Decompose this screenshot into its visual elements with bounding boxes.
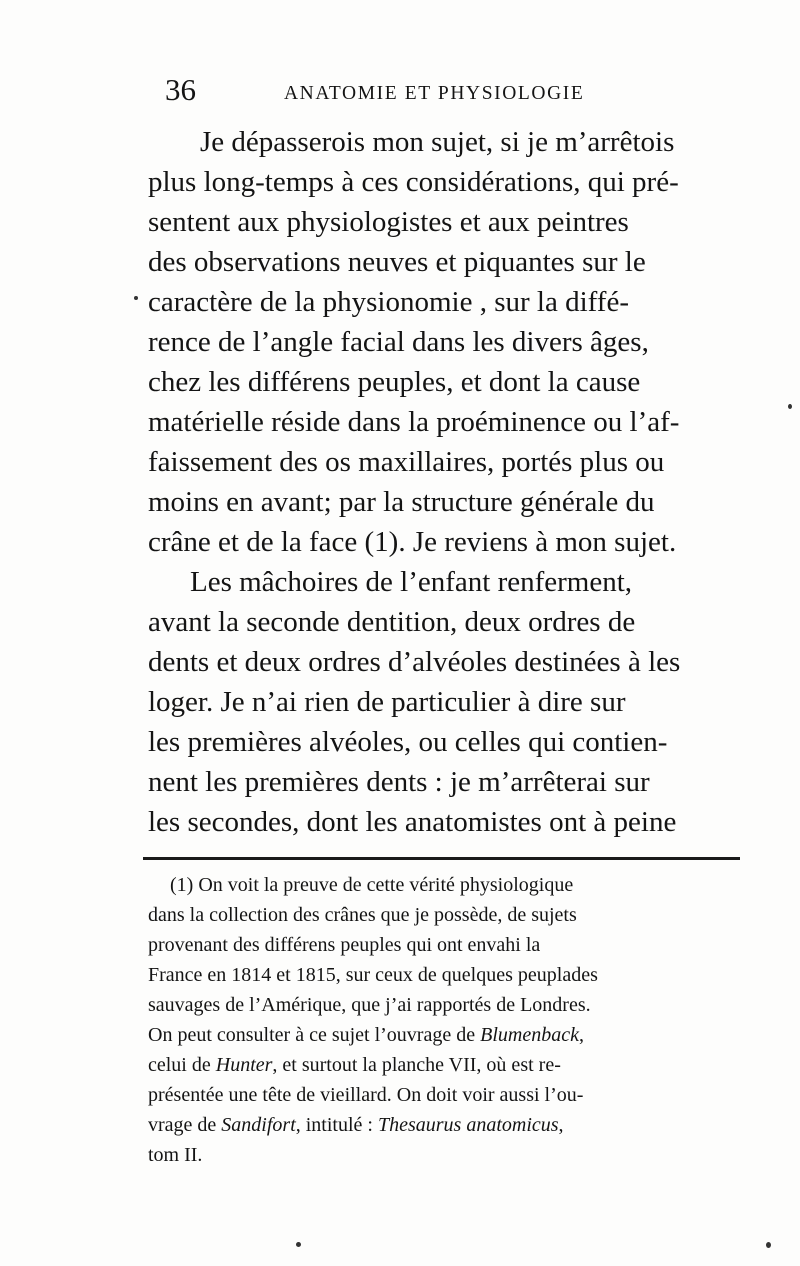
ink-speck bbox=[296, 1242, 301, 1247]
body-line: les secondes, dont les anatomistes ont à peine bbox=[148, 806, 677, 838]
body-line: crâne et de la face (1). Je reviens à mon sujet. bbox=[148, 526, 677, 558]
body-line: avant la seconde dentition, deux ordres de bbox=[148, 606, 636, 638]
body-line: les premières alvéoles, ou celles qui contien- bbox=[148, 726, 668, 758]
cited-author: Sandifort bbox=[221, 1114, 296, 1136]
footnote-text: , intitulé : bbox=[295, 1114, 378, 1136]
footnote-line: France en 1814 et 1815, sur ceux de quelques peuplades bbox=[148, 964, 598, 986]
footnote-line: sauvages de l’Amérique, que j’ai rapportés de Londres. bbox=[148, 994, 591, 1016]
body-line: Je dépasserois mon sujet, si je m’arrêtois bbox=[200, 126, 675, 158]
body-line: Les mâchoires de l’enfant renferment, bbox=[190, 566, 633, 598]
body-line: matérielle réside dans la proéminence ou l’af- bbox=[148, 406, 680, 438]
running-head: ANATOMIE ET PHYSIOLOGIE bbox=[284, 83, 585, 104]
footnote-text: celui de bbox=[148, 1054, 216, 1076]
body-line: sentent aux physiologistes et aux peintres bbox=[148, 206, 629, 238]
page-header bbox=[150, 70, 710, 110]
body-line: des observations neuves et piquantes sur le bbox=[148, 246, 646, 278]
body-line: nent les premières dents : je m’arrêterai sur bbox=[148, 766, 650, 798]
body-line: plus long-temps à ces considérations, qui pré- bbox=[148, 166, 679, 198]
body-line: loger. Je n’ai rien de particulier à dire sur bbox=[148, 686, 626, 718]
footnote-line: (1) On voit la preuve de cette vérité physiologique bbox=[170, 874, 574, 896]
footnote-line: tom II. bbox=[148, 1144, 203, 1166]
footnote-text: , bbox=[558, 1114, 564, 1136]
cited-author: Blumenback bbox=[480, 1024, 579, 1046]
body-line: faissement des os maxillaires, portés plus ou bbox=[148, 446, 665, 478]
body-line: chez les différens peuples, et dont la cause bbox=[148, 366, 641, 398]
body-line: caractère de la physionomie , sur la diffé- bbox=[148, 286, 629, 318]
footnote-text: , et surtout la planche VII, où est re- bbox=[272, 1054, 561, 1076]
ink-speck bbox=[134, 296, 138, 300]
body-line: moins en avant; par la structure générale du bbox=[148, 486, 655, 518]
footnote-line bbox=[148, 1110, 564, 1140]
footnote-text: vrage de bbox=[148, 1114, 222, 1136]
footnote-text: On peut consulter à ce sujet l’ouvrage de bbox=[148, 1024, 481, 1046]
footnote-line: dans la collection des crânes que je possède, de sujets bbox=[148, 904, 577, 926]
cited-author: Hunter bbox=[215, 1054, 273, 1076]
footnote-line bbox=[148, 1020, 584, 1050]
cited-work-title: Thesaurus anatomicus bbox=[377, 1114, 559, 1136]
body-line: dents et deux ordres d’alvéoles destinées à les bbox=[148, 646, 681, 678]
footnote-text: , bbox=[578, 1024, 584, 1046]
footnote-rule bbox=[143, 857, 740, 860]
ink-speck bbox=[788, 404, 792, 409]
ink-speck bbox=[766, 1242, 771, 1248]
page-number: 36 bbox=[165, 72, 196, 107]
footnote-line: présentée une tête de vieillard. On doit voir aussi l’ou- bbox=[148, 1084, 584, 1106]
footnote-line: provenant des différens peuples qui ont envahi la bbox=[148, 934, 541, 956]
body-line: rence de l’angle facial dans les divers âges, bbox=[148, 326, 649, 358]
footnote-line bbox=[148, 1050, 561, 1080]
